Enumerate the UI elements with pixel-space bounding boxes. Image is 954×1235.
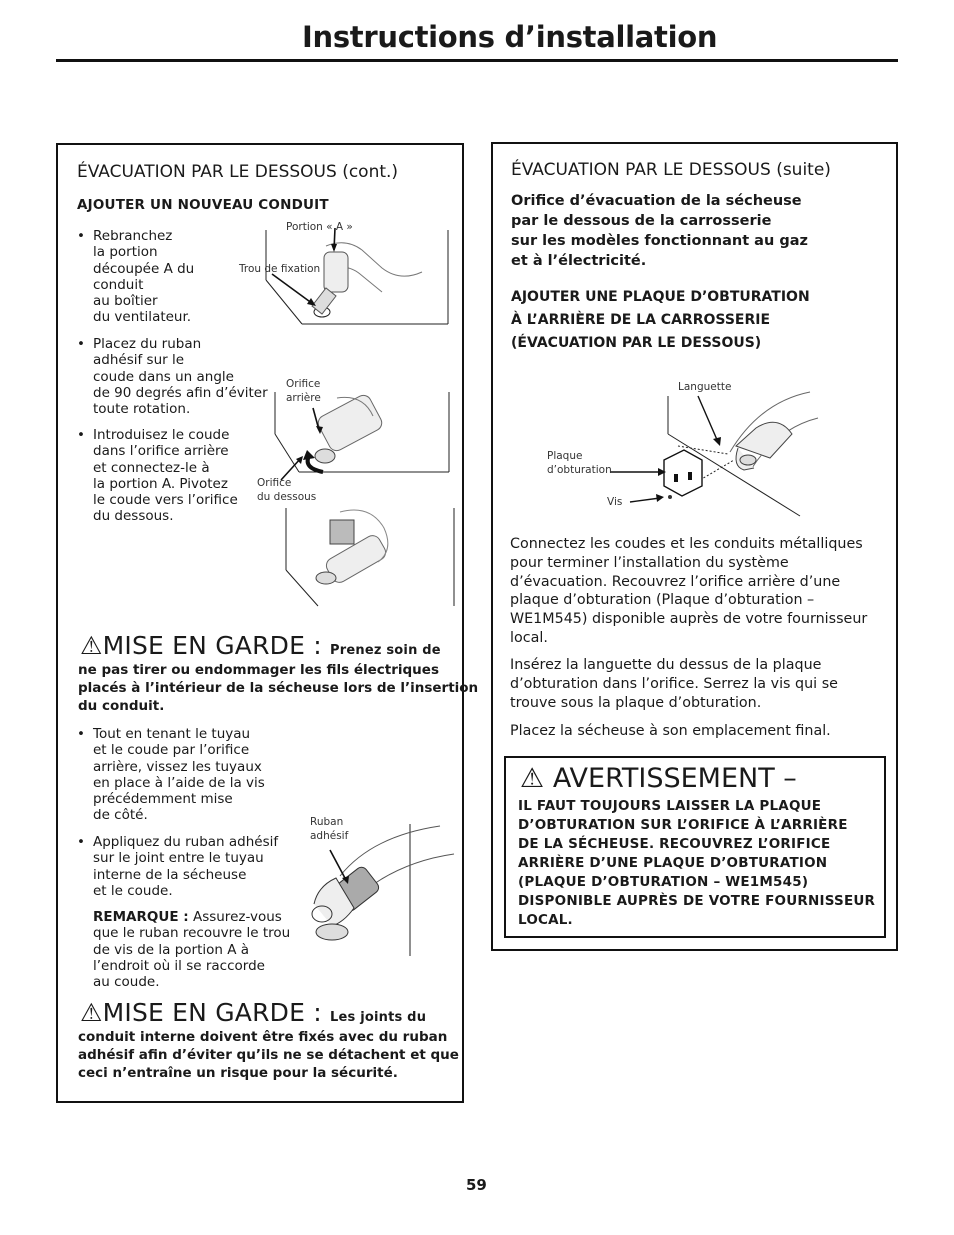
bullet-2-line: de 90 degrés afin d’éviter xyxy=(93,384,268,401)
remarque-first-line xyxy=(93,909,290,925)
bullet-4-line: en place à l’aide de la vis xyxy=(93,774,265,791)
bullet-4 xyxy=(77,726,265,824)
label-vis: Vis xyxy=(607,496,623,508)
bullet-dot: • xyxy=(77,228,85,244)
bullet-dot: • xyxy=(77,834,85,850)
paragraph-line: pour terminer l’installation du système xyxy=(510,554,789,571)
right-subheading xyxy=(511,286,810,355)
bullet-2-line: toute rotation. xyxy=(93,401,191,418)
left-section-title: ÉVACUATION PAR LE DESSOUS (cont.) xyxy=(77,162,399,182)
left-subheading: AJOUTER UN NOUVEAU CONDUIT xyxy=(77,197,329,213)
label-line: d’obturation xyxy=(547,463,612,476)
bullet-3-line: et connectez-le à xyxy=(93,459,210,476)
label-line: adhésif xyxy=(310,829,349,842)
label-line: arrière xyxy=(286,391,321,404)
bullet-1 xyxy=(77,228,195,326)
bullet-2 xyxy=(77,336,268,418)
warning-triangle-icon: ⚠ xyxy=(80,631,103,660)
warning-triangle-icon: ⚠ xyxy=(520,763,545,794)
label-ruban-adhesif xyxy=(310,816,348,843)
remarque-label: REMARQUE : xyxy=(93,909,189,925)
figure-cover-plate xyxy=(600,376,820,526)
label-line: Orifice xyxy=(257,477,292,489)
remarque-line: au coude. xyxy=(93,974,160,991)
figure-insert-elbow xyxy=(255,372,455,492)
warning-line: LOCAL. xyxy=(518,912,573,928)
remarque xyxy=(93,909,290,990)
page-number: 59 xyxy=(466,1176,487,1194)
caution-heading-2 xyxy=(80,998,426,1027)
subheading-line: AJOUTER UNE PLAQUE D’OBTURATION xyxy=(511,289,810,305)
remarque-line: l’endroit où il se raccorde xyxy=(93,957,265,974)
caution-line: conduit interne doivent être fixés avec du ruban xyxy=(78,1029,448,1045)
bullet-5-line: Appliquez du ruban adhésif xyxy=(93,834,279,850)
intro-line: par le dessous de la carrosserie xyxy=(511,213,772,229)
label-languette: Languette xyxy=(678,381,732,393)
intro-line: sur les modèles fonctionnant au gaz xyxy=(511,233,808,249)
page-title: Instructions d’installation xyxy=(302,20,718,54)
paragraph-line: d’obturation dans l’orifice. Serrez la vis qui se xyxy=(510,675,838,692)
bullet-5-line: sur le joint entre le tuyau xyxy=(93,850,264,867)
bullet-1-line: la portion xyxy=(93,244,158,261)
bullet-2-line: Placez du ruban xyxy=(93,336,202,352)
caution-line: ceci n’entraîne un risque pour la sécurité. xyxy=(78,1065,398,1081)
figure-elbow-rotated-down xyxy=(278,506,458,608)
label-portion-a: Portion « A » xyxy=(286,221,353,233)
title-rule xyxy=(56,59,898,62)
bullet-dot: • xyxy=(77,336,85,352)
subheading-line: À L’ARRIÈRE DE LA CARROSSERIE xyxy=(511,312,771,328)
bullet-1-line: Rebranchez xyxy=(93,228,173,244)
label-plaque-obturation xyxy=(547,450,612,477)
remarque-line: que le ruban recouvre le trou xyxy=(93,925,291,942)
bullet-4-line: Tout en tenant le tuyau xyxy=(93,726,251,742)
label-line: Ruban xyxy=(310,816,344,828)
caution-line: adhésif afin d’éviter qu’ils ne se détachent et que xyxy=(78,1047,459,1063)
warning-line: ARRIÈRE D’UNE PLAQUE D’OBTURATION xyxy=(518,855,828,871)
caution-title: MISE EN GARDE : xyxy=(102,631,322,660)
paragraph-line: Insérez la languette du dessus de la plaque xyxy=(510,657,822,673)
warning-line: D’OBTURATION SUR L’ORIFICE À L’ARRIÈRE xyxy=(518,817,848,833)
bullet-dot: • xyxy=(77,726,85,742)
caution-lead: Les joints du xyxy=(330,1010,427,1025)
bullet-1-line: au boîtier xyxy=(93,293,158,310)
bullet-3-line: dans l’orifice arrière xyxy=(93,443,229,460)
bullet-1-line: découpée A du xyxy=(93,260,195,277)
right-intro xyxy=(511,191,808,271)
paragraph-line: local. xyxy=(510,629,548,646)
intro-line: Orifice d’évacuation de la sécheuse xyxy=(511,193,802,209)
bullet-4-line: précédemment mise xyxy=(93,791,233,808)
figure-tape-elbow xyxy=(296,824,456,960)
warning-title: AVERTISSEMENT – xyxy=(552,763,797,794)
paragraph-line: plaque d’obturation (Plaque d’obturation – xyxy=(510,592,815,609)
caution-heading-1 xyxy=(80,631,441,660)
caution-title: MISE EN GARDE : xyxy=(102,998,322,1027)
right-paragraph-1 xyxy=(510,535,867,648)
bullet-3-line: le coude vers l’orifice xyxy=(93,492,238,509)
bullet-2-line: coude dans un angle xyxy=(93,368,234,385)
warning-line: (PLAQUE D’OBTURATION – WE1M545) xyxy=(518,874,809,890)
paragraph-line: Connectez les coudes et les conduits métalliques xyxy=(510,536,863,552)
bullet-4-line: et le coude par l’orifice xyxy=(93,742,250,759)
warning-line: DE LA SÉCHEUSE. RECOUVREZ L’ORIFICE xyxy=(518,836,831,852)
paragraph-line: d’évacuation. Recouvrez l’orifice arrière d’une xyxy=(510,573,841,590)
bullet-2-line: adhésif sur le xyxy=(93,352,185,369)
bullet-5-line: interne de la sécheuse xyxy=(93,866,247,883)
bullet-4-line: arrière, vissez les tuyaux xyxy=(93,758,262,775)
bullet-dot: • xyxy=(77,427,85,443)
caution-line: ne pas tirer ou endommager les fils électriques xyxy=(78,662,439,678)
label-line: Orifice xyxy=(286,378,321,390)
bullet-5-line: et le coude. xyxy=(93,882,173,899)
caution-body-2 xyxy=(78,1028,459,1082)
bullet-1-line: du ventilateur. xyxy=(93,309,192,326)
intro-line: et à l’électricité. xyxy=(511,253,647,269)
paragraph-line: WE1M545) disponible auprès de votre fournisseur xyxy=(510,611,868,628)
label-trou-fixation: Trou de fixation xyxy=(239,263,321,275)
warning-heading xyxy=(520,763,797,794)
caution-body-1 xyxy=(78,661,478,715)
label-orifice-dessous xyxy=(257,477,316,504)
right-section-title: ÉVACUATION PAR LE DESSOUS (suite) xyxy=(511,160,831,180)
caution-lead: Prenez soin de xyxy=(330,643,441,658)
subheading-line: (ÉVACUATION PAR LE DESSOUS) xyxy=(511,335,762,351)
bullet-3-line: la portion A. Pivotez xyxy=(93,475,228,492)
bullet-4-line: de côté. xyxy=(93,807,148,824)
warning-line: DISPONIBLE AUPRÈS DE VOTRE FOURNISSEUR xyxy=(518,893,876,909)
label-line: Plaque xyxy=(547,450,583,462)
caution-line: placés à l’intérieur de la sécheuse lors de l’insertion xyxy=(78,680,479,696)
warning-triangle-icon: ⚠ xyxy=(80,998,103,1027)
bullet-3 xyxy=(77,427,238,525)
right-paragraph-2 xyxy=(510,656,838,712)
bullet-5 xyxy=(77,834,279,899)
warning-body xyxy=(518,797,875,930)
paragraph-line: trouve sous la plaque d’obturation. xyxy=(510,694,762,711)
remarque-line: de vis de la portion A à xyxy=(93,941,250,958)
right-paragraph-3: Placez la sécheuse à son emplacement final. xyxy=(510,723,831,739)
label-line: du dessous xyxy=(257,490,317,503)
label-orifice-arriere xyxy=(286,378,321,405)
bullet-1-line: conduit xyxy=(93,276,144,293)
bullet-3-line: du dessous. xyxy=(93,508,174,525)
remarque-text: Assurez-vous xyxy=(192,909,282,925)
caution-line: du conduit. xyxy=(78,698,165,714)
bullet-3-line: Introduisez le coude xyxy=(93,427,230,443)
warning-line: IL FAUT TOUJOURS LAISSER LA PLAQUE xyxy=(518,798,822,814)
